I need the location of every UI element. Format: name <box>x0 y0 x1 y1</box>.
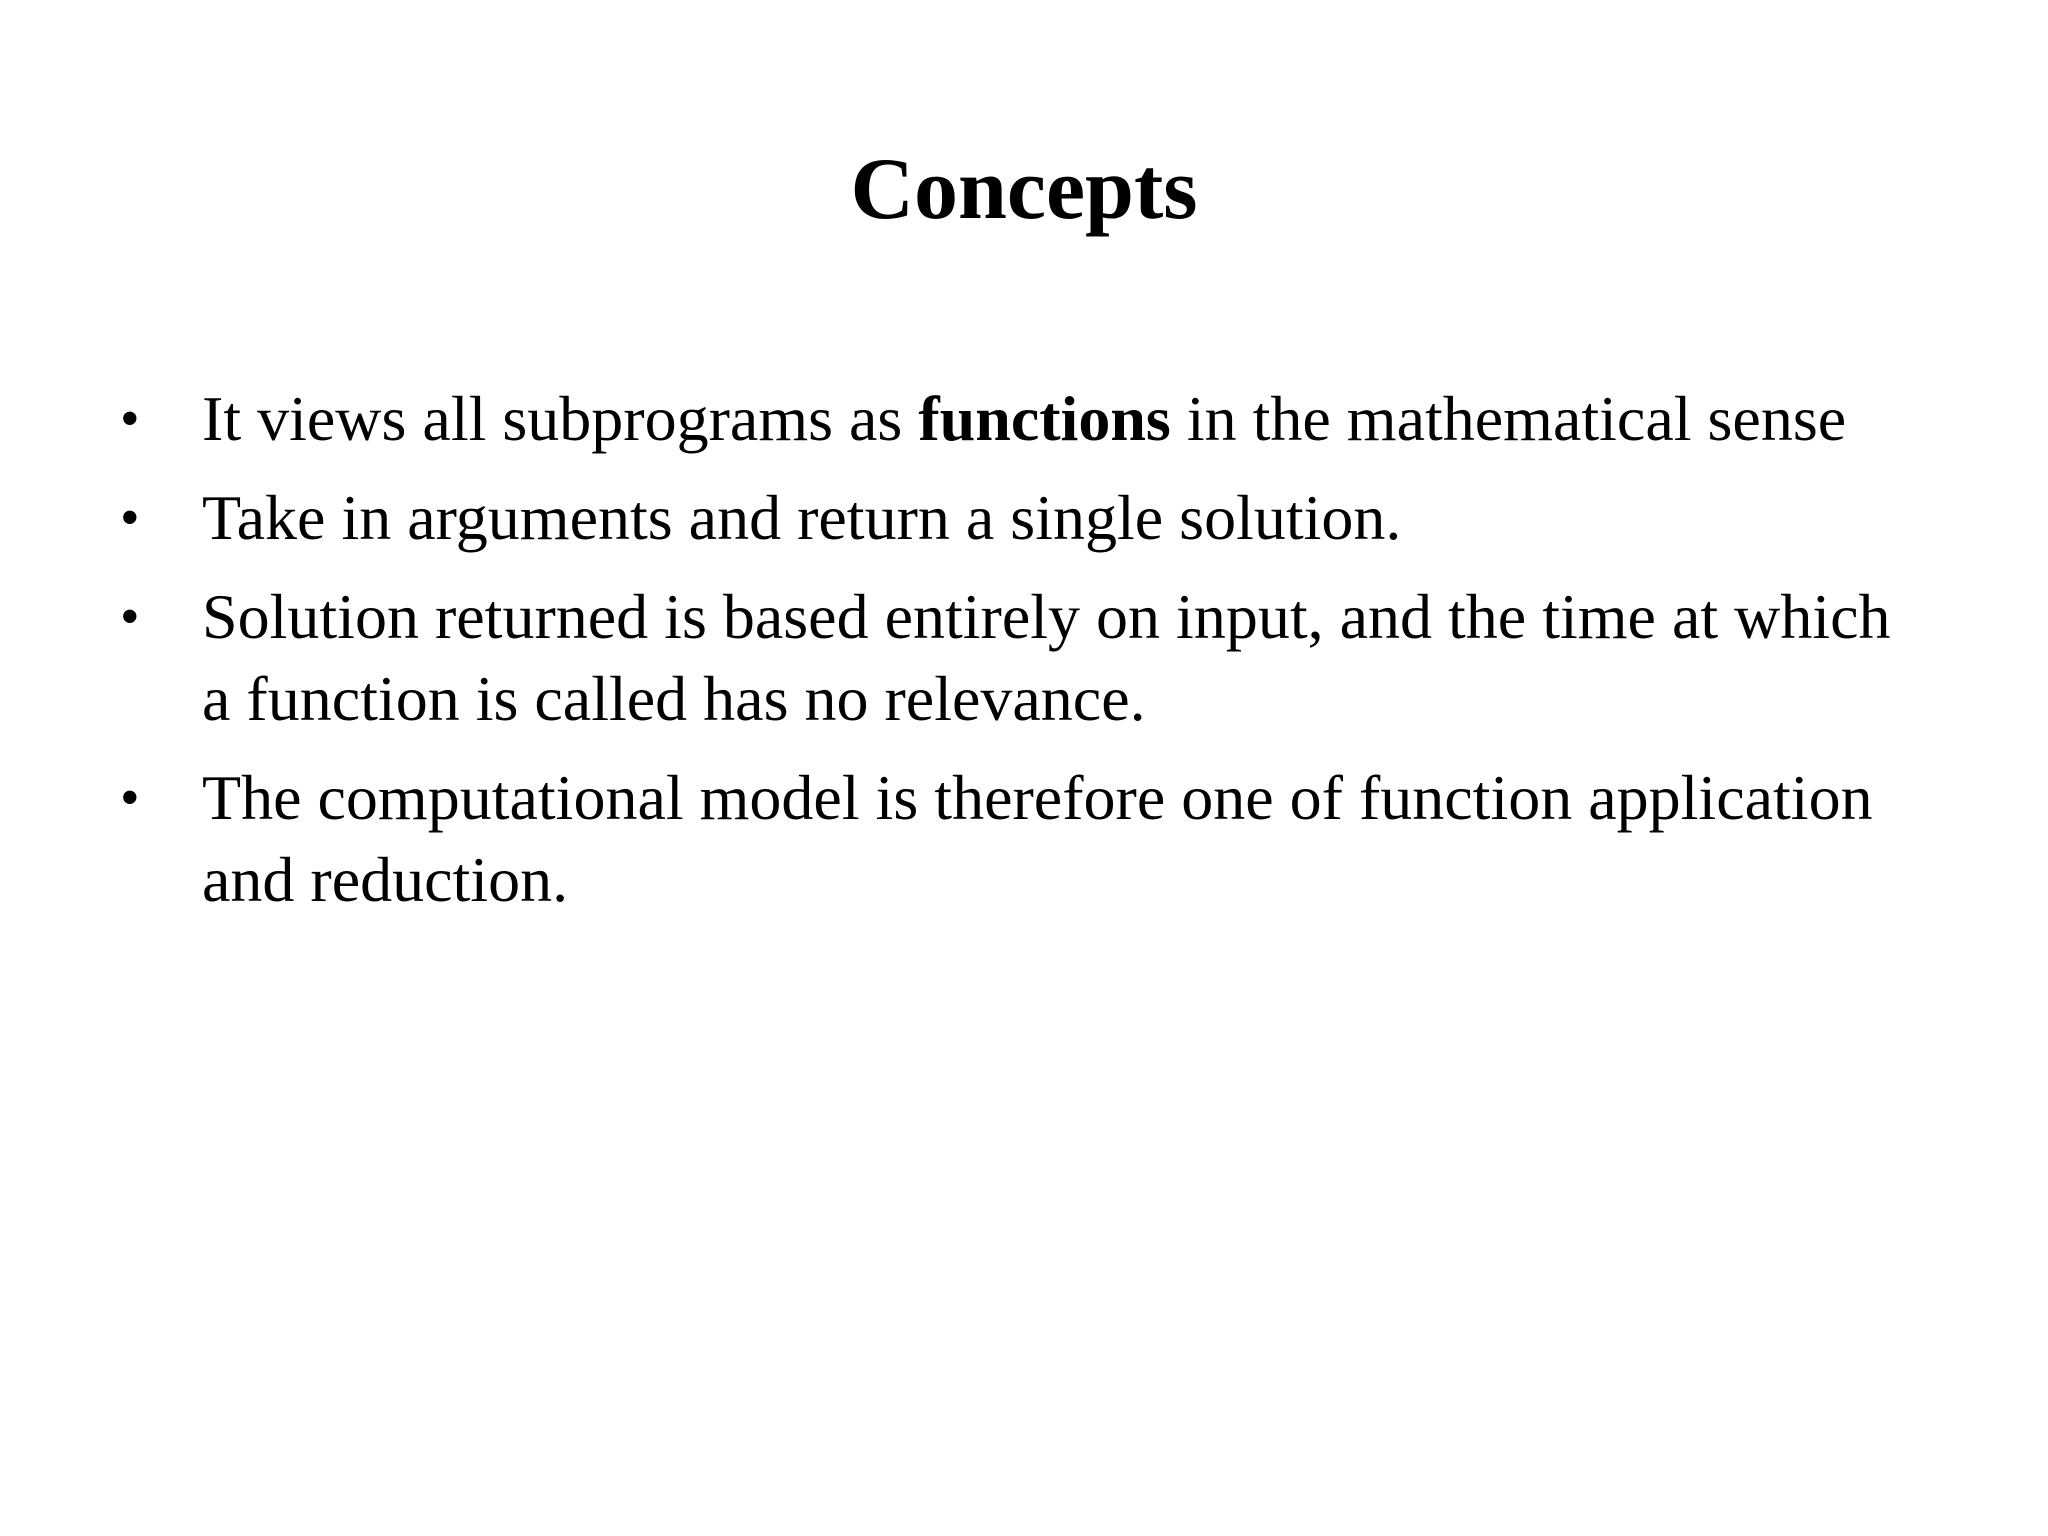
bullet-item-1 <box>120 378 1920 460</box>
bullet-icon: • <box>120 586 140 648</box>
bullet-text: The computational model is therefore one of function application and reduction. <box>202 762 1873 915</box>
bullet-text: Take in arguments and return a single solution. <box>202 482 1402 553</box>
bullet-icon: • <box>120 487 140 549</box>
bullet-text: Solution returned is based entirely on input, and the time at which a function is called has no relevance. <box>202 581 1891 734</box>
bullet-item-2 <box>120 477 1920 559</box>
bullet-list <box>120 378 1920 938</box>
bullet-icon: • <box>120 388 140 450</box>
bullet-text-before: It views all subprograms as <box>202 383 919 454</box>
bullet-item-3 <box>120 576 1920 740</box>
bullet-text-after: in the mathematical sense <box>1170 383 1847 454</box>
bullet-icon: • <box>120 767 140 829</box>
bullet-item-4 <box>120 757 1920 921</box>
bullet-text-emphasis: functions <box>918 383 1171 454</box>
slide-title: Concepts <box>850 141 1198 238</box>
bullet-text <box>202 383 1846 454</box>
